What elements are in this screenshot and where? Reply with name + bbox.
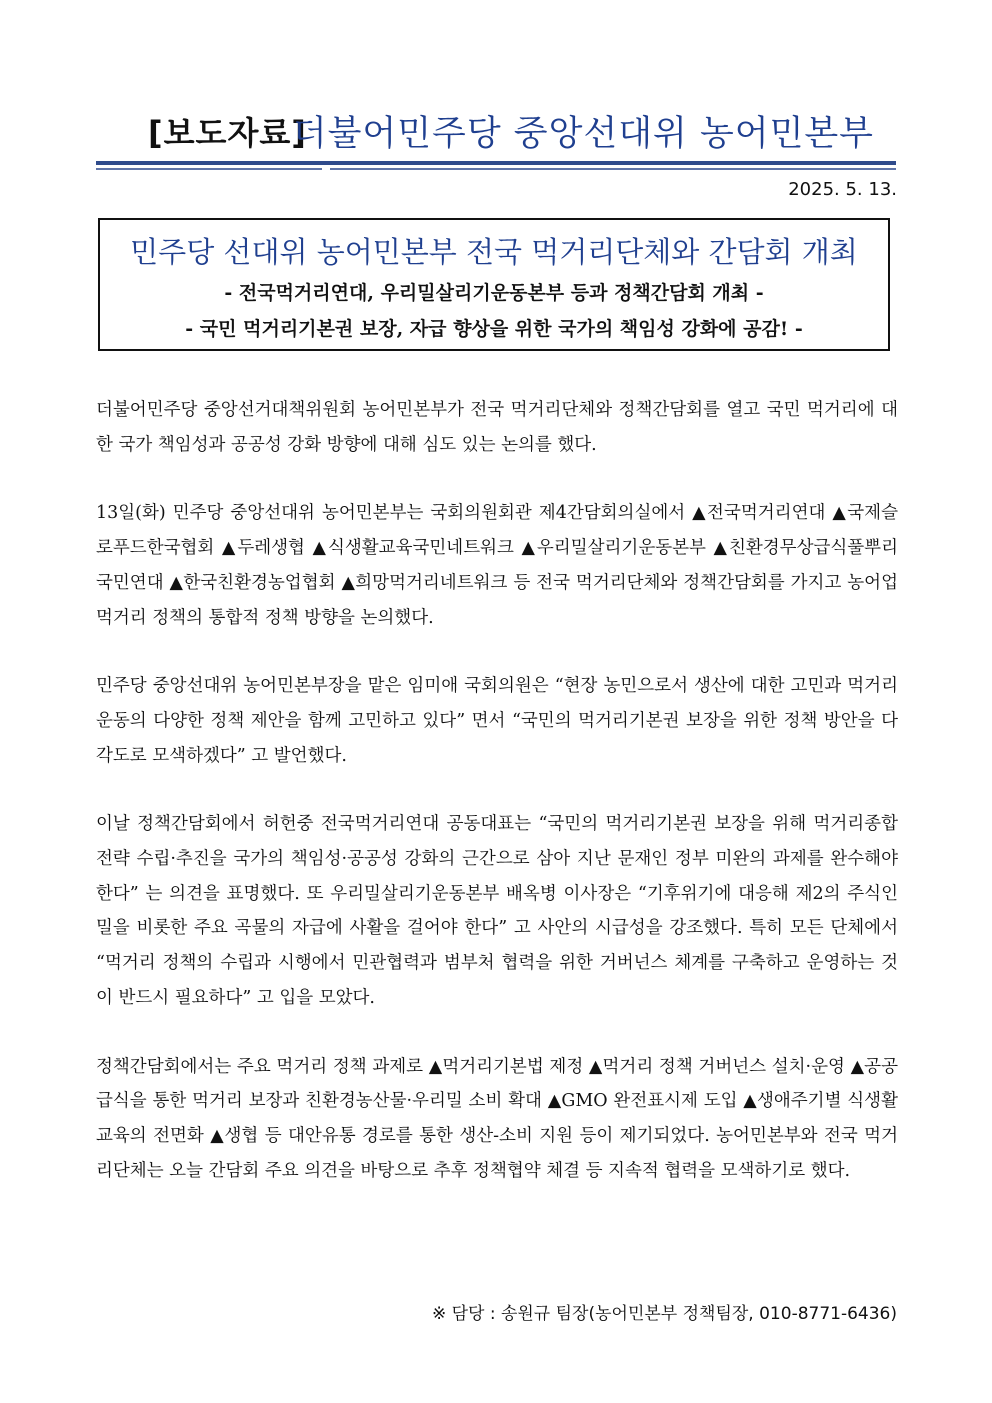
header-divider [96,161,896,165]
paragraph-meeting: 13일(화) 민주당 중앙선대위 농어민본부는 국회의원회관 제4간담회의실에서 ▲전국먹거리연대 ▲국제슬로푸드한국협회 ▲두레생협 ▲식생활교육국민네트워크 ▲우리밀살리기운동본부 ▲친환경무상급식풀뿌리국민연대 ▲한국친환경농업협회 ▲희망먹거리네트워크 등 전국 먹거리단체와 정책간담회를 가지고 농어업먹거리 정책의 통합적 정책 방향을 논의했다. [96,503,898,628]
header-divider-gap [322,166,330,172]
title-box [98,218,890,351]
press-release-tag: [보도자료] [148,114,307,152]
contact-info: ※ 담당 : 송원규 팀장(농어민본부 정책팀장, 010-8771-6436) [431,1304,897,1324]
release-date: 2025. 5. 13. [788,179,897,200]
paragraph-agenda: 정책간담회에서는 주요 먹거리 정책 과제로 ▲먹거리기본법 제정 ▲먹거리 정책 거버넌스 설치·운영 ▲공공급식을 통한 먹거리 보장과 친환경농산물·우리밀 소비 확대 ▲GMO 완전표시제 도입 ▲생애주기별 식생활교육의 전면화 ▲생협 등 대안유통 경로를 통한 생산-소비 지원 등이 제기되었다. 농어민본부와 전국 먹거리단체는 오늘 간담회 주요 의견을 바탕으로 추후 정책협약 체결 등 지속적 협력을 모색하기로 했다. [96,1056,898,1181]
header-divider-thin [96,168,896,170]
paragraph-remarks: 민주당 중앙선대위 농어민본부장을 맡은 임미애 국회의원은 “현장 농민으로서 생산에 대한 고민과 먹거리 운동의 다양한 정책 제안을 함께 고민하고 있다” 면서 “국민의 먹거리기본권 보장을 위한 정책 방안을 다각도로 모색하겠다” 고 발언했다. [96,676,898,766]
paragraph-intro: 더불어민주당 중앙선거대책위원회 농어민본부가 전국 먹거리단체와 정책간담회를 열고 국민 먹거리에 대한 국가 책임성과 공공성 강화 방향에 대해 심도 있는 논의를 했다. [96,400,898,455]
paragraph-opinions: 이날 정책간담회에서 허헌중 전국먹거리연대 공동대표는 “국민의 먹거리기본권 보장을 위해 먹거리종합전략 수립·추진을 국가의 책임성·공공성 강화의 근간으로 삼아 지난 문재인 정부 미완의 과제를 완수해야 한다” 는 의견을 표명했다. 또 우리밀살리기운동본부 배옥병 이사장은 “기후위기에 대응해 제2의 주식인 밀을 비롯한 주요 곡물의 자급에 사활을 걸어야 한다” 고 사안의 시급성을 강조했다. 특히 모든 단체에서 “먹거리 정책의 수립과 시행에서 민관협력과 범부처 협력을 위한 거버넌스 체계를 구축하고 운영하는 것이 반드시 필요하다” 고 입을 모았다. [96,814,898,1008]
organization-name: 더불어민주당 중앙선대위 농어민본부 [292,114,874,154]
press-header [96,104,896,170]
subheadline-2: - 국민 먹거리기본권 보장, 자급 향상을 위한 국가의 책임성 강화에 공감! - [185,318,803,340]
article-body [96,393,898,1222]
headline: 민주당 선대위 농어민본부 전국 먹거리단체와 간담회 개최 [130,235,858,269]
subheadline-1: - 전국먹거리연대, 우리밀살리기운동본부 등과 정책간담회 개최 - [224,282,764,304]
